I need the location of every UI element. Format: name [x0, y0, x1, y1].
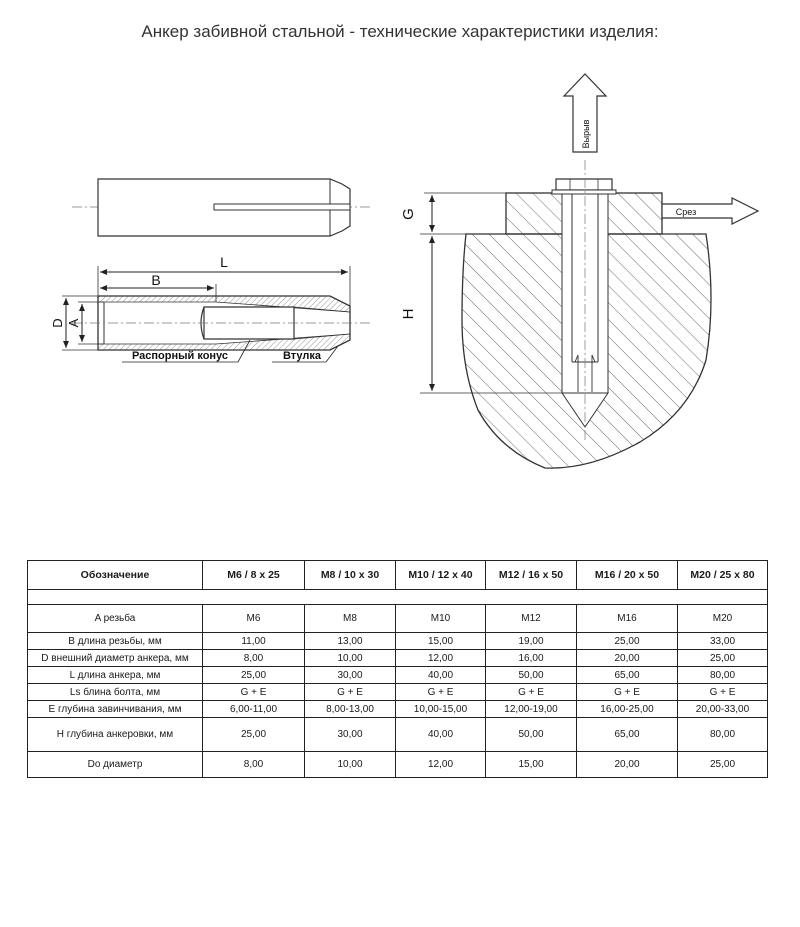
table-cell: 8,00-13,00	[305, 701, 396, 718]
header-cell: Обозначение	[28, 561, 203, 590]
table-cell: 20,00	[577, 752, 678, 778]
specifications-table	[27, 560, 768, 778]
table-cell: 16,00	[486, 650, 577, 667]
dimension-g	[400, 193, 506, 232]
table-cell: 65,00	[577, 718, 678, 752]
table-cell: G + E	[203, 684, 305, 701]
table-cell: 20,00-33,00	[678, 701, 768, 718]
header-cell: M16 / 20 x 50	[577, 561, 678, 590]
table-cell: 15,00	[486, 752, 577, 778]
table-cell: 33,00	[678, 633, 768, 650]
table-cell: 50,00	[486, 667, 577, 684]
table-cell: 6,00-11,00	[203, 701, 305, 718]
table-cell: G + E	[577, 684, 678, 701]
row-label: D внешний диаметр анкера, мм	[28, 650, 203, 667]
table-row	[28, 701, 768, 718]
header-cell: M20 / 25 x 80	[678, 561, 768, 590]
table-cell: 19,00	[486, 633, 577, 650]
table-header-row	[28, 561, 768, 590]
table-row	[28, 667, 768, 684]
dimension-h-label: H	[400, 308, 417, 320]
table-cell: G + E	[396, 684, 486, 701]
table-cell: 10,00-15,00	[396, 701, 486, 718]
table-cell: M12	[486, 605, 577, 633]
table-cell: 8,00	[203, 752, 305, 778]
sleeve-label: Втулка	[282, 350, 322, 362]
table-cell: M6	[203, 605, 305, 633]
table-cell: M20	[678, 605, 768, 633]
table-cell: 50,00	[486, 718, 577, 752]
table-cell: G + E	[486, 684, 577, 701]
header-cell: M8 / 10 x 30	[305, 561, 396, 590]
table-cell: 10,00	[305, 650, 396, 667]
row-label: A резьба	[28, 605, 203, 633]
table-cell: 25,00	[678, 752, 768, 778]
table-row	[28, 718, 768, 752]
table-cell: 80,00	[678, 667, 768, 684]
row-label: Do диаметр	[28, 752, 203, 778]
table-cell: 80,00	[678, 718, 768, 752]
table-cell: 16,00-25,00	[577, 701, 678, 718]
row-label: E глубина завинчивания, мм	[28, 701, 203, 718]
anchor-section-view	[72, 296, 372, 350]
row-label: H глубина анкеровки, мм	[28, 718, 203, 752]
header-cell: M12 / 16 x 50	[486, 561, 577, 590]
table-cell: 20,00	[577, 650, 678, 667]
table-cell: 30,00	[305, 667, 396, 684]
dimension-d-label: D	[50, 318, 65, 328]
dimension-g-label: G	[400, 208, 417, 220]
table-row	[28, 633, 768, 650]
table-row	[28, 684, 768, 701]
row-label: Ls блина болта, мм	[28, 684, 203, 701]
table-row	[28, 605, 768, 633]
row-label: B длина резьбы, мм	[28, 633, 203, 650]
table-cell: G + E	[678, 684, 768, 701]
table-cell: 30,00	[305, 718, 396, 752]
table-cell: M8	[305, 605, 396, 633]
table-cell: 12,00	[396, 650, 486, 667]
table-cell: G + E	[305, 684, 396, 701]
table-cell: 13,00	[305, 633, 396, 650]
table-cell: 8,00	[203, 650, 305, 667]
table-row	[28, 650, 768, 667]
header-cell: M6 / 8 x 25	[203, 561, 305, 590]
row-label: L длина анкера, мм	[28, 667, 203, 684]
table-cell: 25,00	[577, 633, 678, 650]
table-cell: 12,00	[396, 752, 486, 778]
pull-out-label: Вырыв	[581, 119, 591, 149]
table-cell: M10	[396, 605, 486, 633]
shear-label: Срез	[675, 207, 697, 217]
header-cell: M10 / 12 x 40	[396, 561, 486, 590]
table-cell: 25,00	[678, 650, 768, 667]
table-cell: 15,00	[396, 633, 486, 650]
table-cell: 11,00	[203, 633, 305, 650]
dimension-l-label: L	[220, 254, 228, 270]
table-cell: 40,00	[396, 667, 486, 684]
table-cell: 40,00	[396, 718, 486, 752]
table-cell: 25,00	[203, 667, 305, 684]
pull-out-arrow	[564, 74, 606, 152]
table-cell: 65,00	[577, 667, 678, 684]
table-cell: 12,00-19,00	[486, 701, 577, 718]
table-cell: 25,00	[203, 718, 305, 752]
table-spacer-row	[28, 590, 768, 605]
table-cell: M16	[577, 605, 678, 633]
table-row	[28, 752, 768, 778]
dimension-a-label: A	[66, 318, 81, 328]
dimension-b-label: B	[151, 272, 161, 288]
anchor-side-view	[72, 179, 372, 236]
cone-label: Распорный конус	[131, 350, 229, 362]
page-title: Анкер забивной стальной - технические характеристики изделия:	[141, 22, 659, 41]
shear-arrow	[662, 198, 758, 224]
table-cell: 10,00	[305, 752, 396, 778]
